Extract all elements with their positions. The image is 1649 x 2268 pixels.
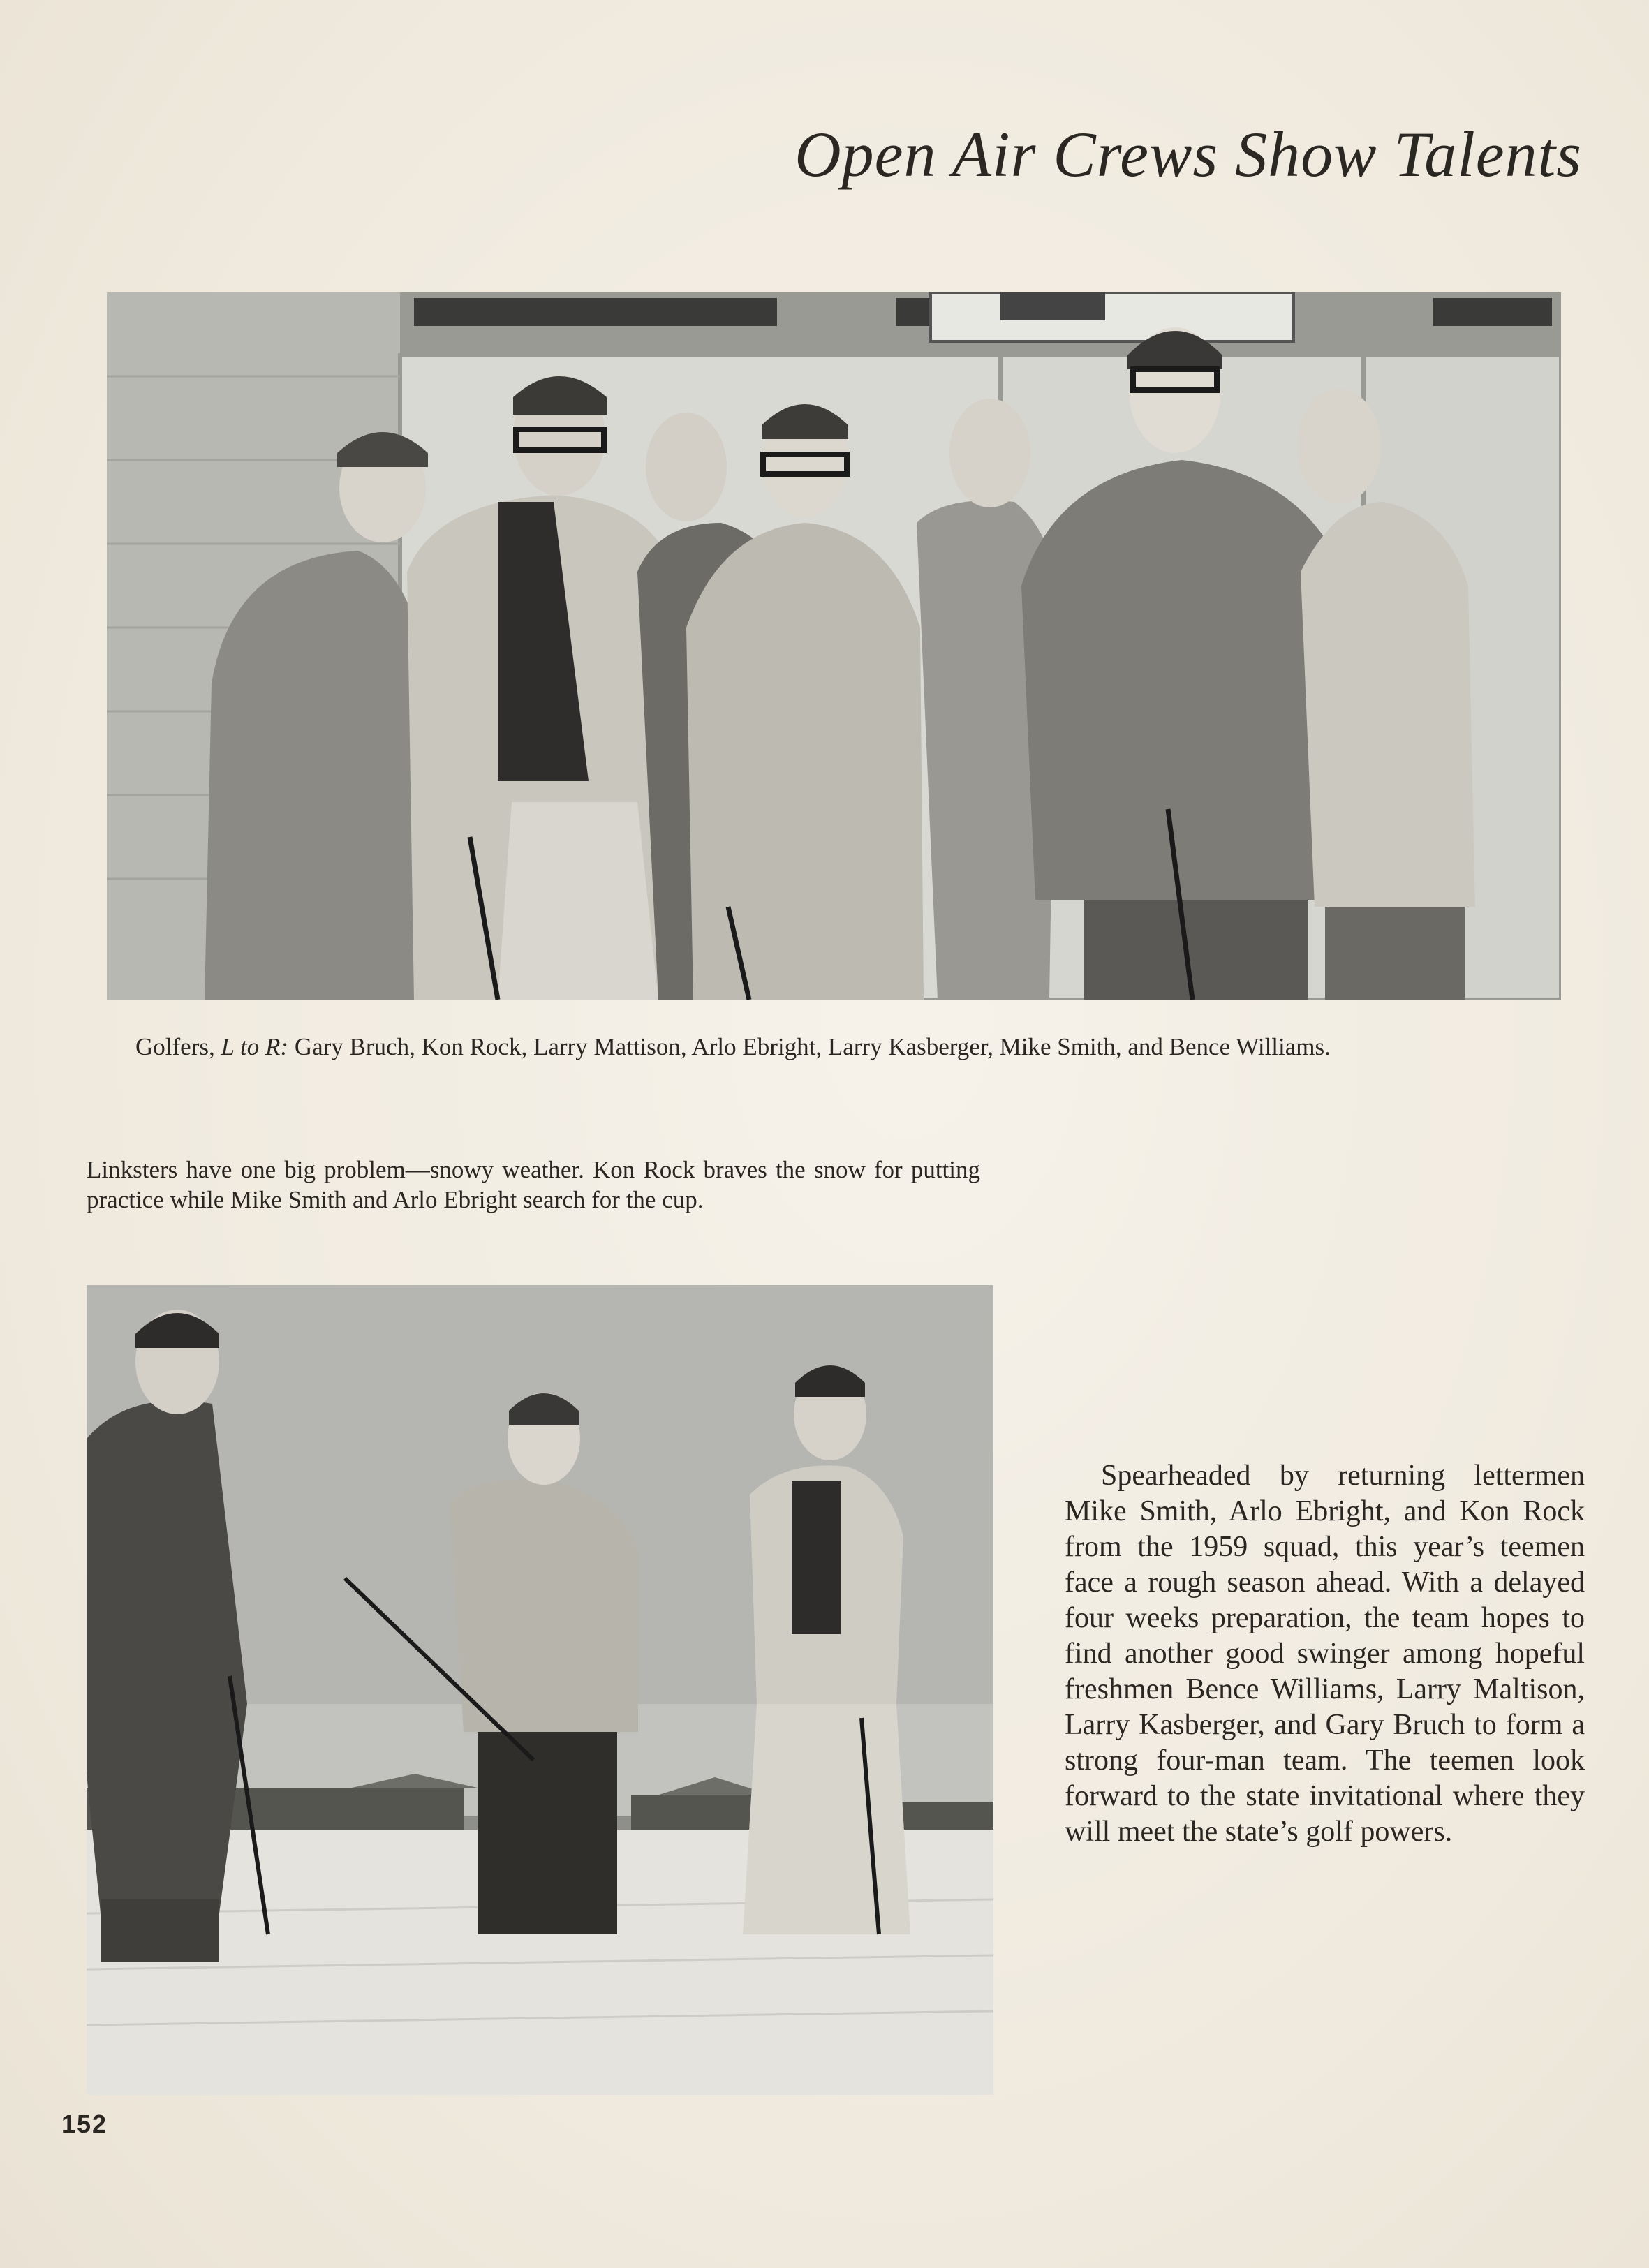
article-body: Spearheaded by returning lettermen Mike Smith, Arlo Ebright, and Kon Rock from the 1959 squad, this year’s teemen face a rough season ahead. With a delayed four weeks preparation, the team hopes to find another good swinger among hopeful freshmen Bence Williams, Larry Maltison, Larry Kasberger, and Gary Bruch to form a strong four-man team. The teemen look forward to the state invitational where they will meet the state’s golf powers.: [1065, 1460, 1585, 1848]
page-title: Open Air Crews Show Talents: [794, 119, 1582, 190]
golfers-group-photo: [107, 292, 1561, 1000]
caption-left-to-right: L to R:: [221, 1033, 289, 1060]
group-photo-caption: [135, 1032, 1532, 1062]
snow-putting-photo: [87, 1285, 993, 2095]
putting-photo-caption: Linksters have one big problem—snowy weather. Kon Rock braves the snow for putting practice while Mike Smith and Arlo Ebright search for the cup.: [87, 1156, 980, 1213]
caption-lead: Golfers,: [135, 1033, 221, 1060]
caption-names: Gary Bruch, Kon Rock, Larry Mattison, Arlo Ebright, Larry Kasberger, Mike Smith, and Bence Williams.: [288, 1033, 1331, 1060]
page-number: 152: [61, 2110, 108, 2138]
